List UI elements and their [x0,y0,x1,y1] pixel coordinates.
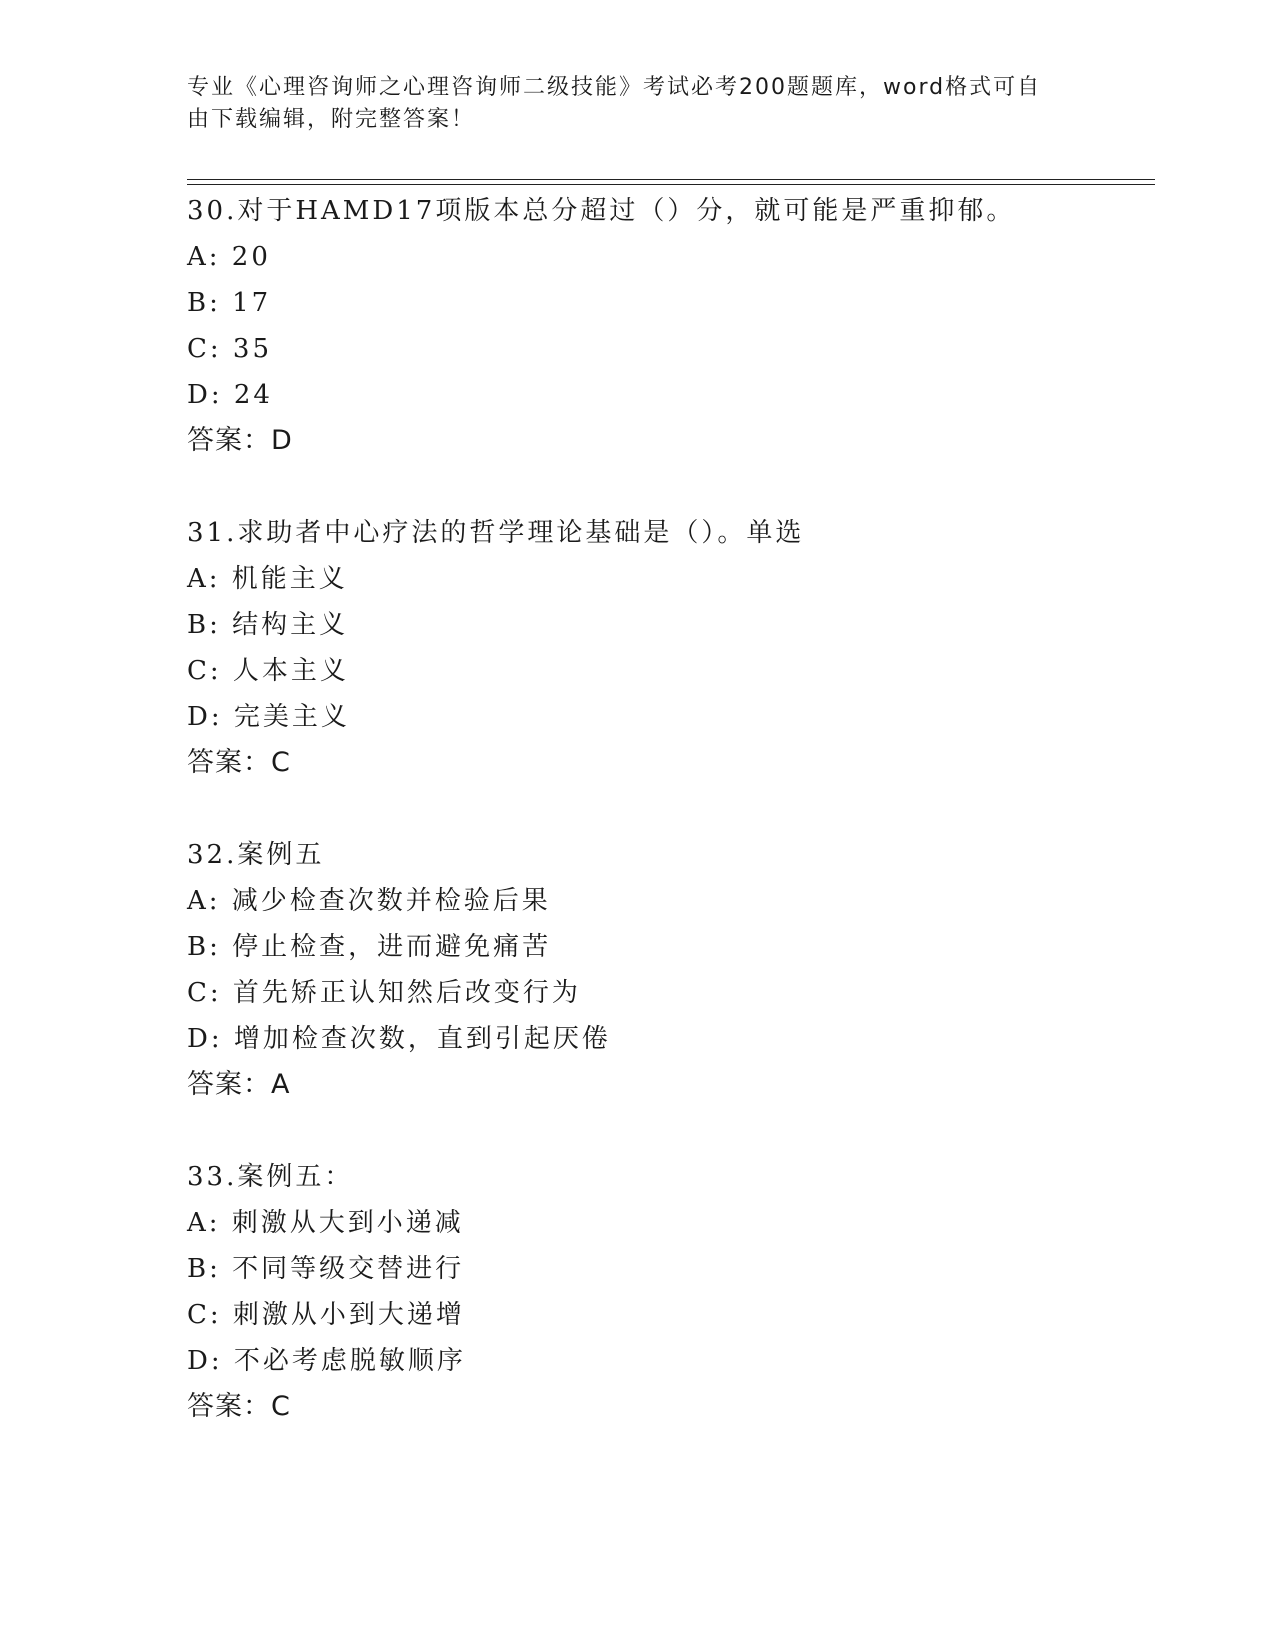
option-a: A: 20 [187,242,271,272]
question-list [187,188,1147,1430]
question-stem: 33.案例五： [187,1162,354,1192]
question-32 [187,832,1147,1108]
option-d: D: 24 [187,380,273,410]
answer: 答案：A [187,1069,291,1100]
option-b: B: 结构主义 [187,610,349,640]
option-c: C: 刺激从小到大递增 [187,1300,465,1330]
header-divider-top [187,179,1155,180]
option-b: B: 停止检查，进而避免痛苦 [187,932,552,962]
question-stem: 31.求助者中心疗法的哲学理论基础是（）。单选 [187,518,805,548]
option-c: C: 首先矫正认知然后改变行为 [187,978,581,1008]
option-a: A: 刺激从大到小递减 [187,1208,464,1238]
header-divider-bottom [187,184,1155,185]
document-header [187,72,1067,136]
answer: 答案：D [187,425,293,456]
header-line-2: 由下载编辑，附完整答案！ [187,107,476,132]
question-30 [187,188,1147,464]
option-b: B: 不同等级交替进行 [187,1254,465,1284]
option-a: A: 机能主义 [187,564,348,594]
option-d: D: 不必考虑脱敏顺序 [187,1346,466,1376]
answer: 答案：C [187,747,291,778]
option-c: C: 35 [187,334,273,364]
question-stem: 30.对于HAMD17项版本总分超过（）分，就可能是严重抑郁。 [187,196,1016,226]
option-d: D: 增加检查次数，直到引起厌倦 [187,1024,611,1054]
option-a: A: 减少检查次数并检验后果 [187,886,551,916]
question-31 [187,510,1147,786]
option-d: D: 完美主义 [187,702,350,732]
question-stem: 32.案例五 [187,840,325,870]
answer: 答案：C [187,1391,291,1422]
header-line-1: 专业《心理咨询师之心理咨询师二级技能》考试必考200题题库，word格式可自 [187,75,1042,100]
question-33 [187,1154,1147,1430]
option-c: C: 人本主义 [187,656,349,686]
option-b: B: 17 [187,288,272,318]
